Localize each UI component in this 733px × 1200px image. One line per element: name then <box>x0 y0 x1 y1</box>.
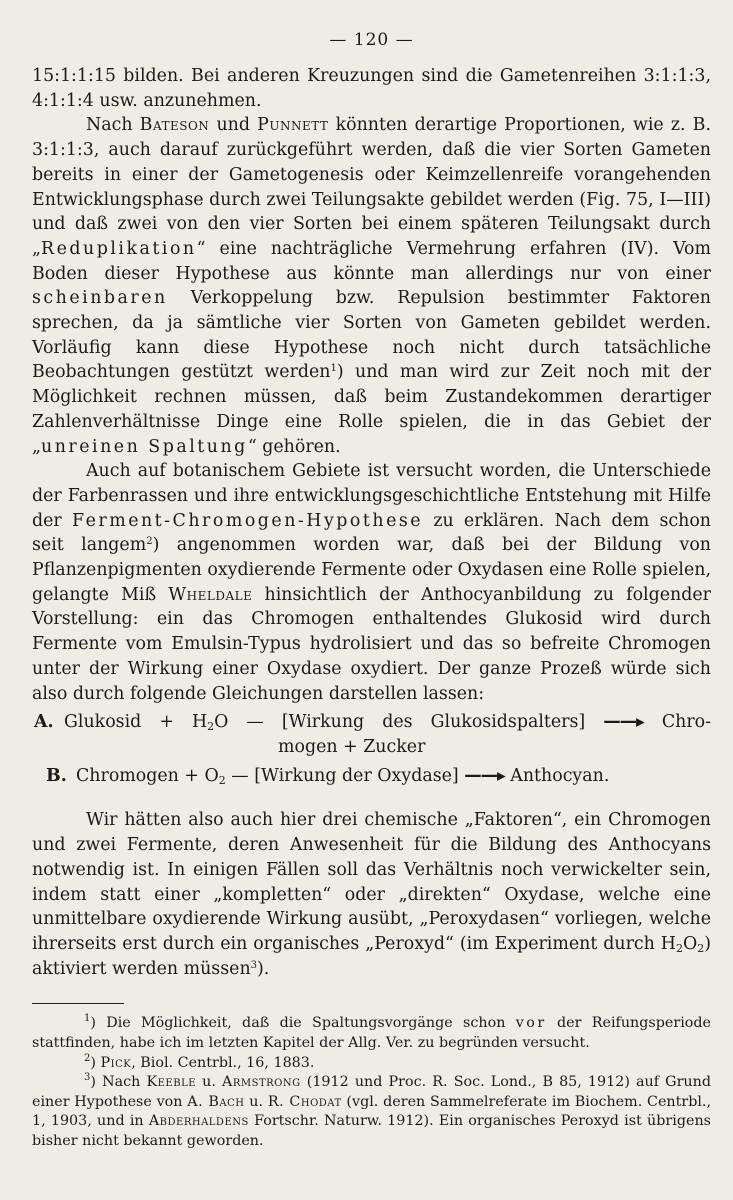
formula-subscript: 2 <box>675 941 683 955</box>
term-unreinen-spaltung: unreinen Spaltung <box>41 436 248 457</box>
equation-a-body <box>64 710 711 759</box>
text-run: u. <box>196 1074 223 1091</box>
reaction-arrow-icon: ——▸ <box>603 712 644 733</box>
text-run: Auch auf botanischem Gebiete ist versucht worden, die Unterschiede der Farbenrassen und ihre entwicklungsgeschichtliche Entstehung mit Hilfe der <box>32 461 711 531</box>
equation-text: Glukosid + H <box>64 712 208 733</box>
author-chodat: R. Chodat <box>267 1093 342 1110</box>
author-punnett: Punnett <box>257 115 329 136</box>
footnote-ref-2: 2 <box>146 536 153 548</box>
text-run: Fortschr. Naturw. 1912). Ein organisches Peroxyd ist übrigens bisher nicht bekannt geworden. <box>32 1113 711 1149</box>
text-run: Verkoppelung bzw. Repulsion bestimmter Faktoren sprechen, da ja sämtliche vier Sorten von Gameten gebildet werden. Vorläufig kann diese Hypothese noch nicht durch tatsächliche Beobachtungen gestützt werden <box>32 288 711 383</box>
text-run: zu erklären. Nach dem schon seit langem <box>32 510 712 556</box>
equation-b <box>32 764 711 789</box>
footnote-3 <box>32 1073 711 1151</box>
equation-text: Chro- <box>643 712 711 733</box>
equation-text: — [Wirkung der Oxydase] <box>225 765 465 786</box>
paragraph-continuation: 15:1:1:15 bilden. Bei anderen Kreuzungen sind die Gametenreihen 3:1:1:3, 4:1:1:4 usw. anzunehmen. <box>32 66 711 111</box>
text-run: ) angenommen worden war, daß bei der Bildung von Pflanzenpigmenten oxydierende Fermente oder Oxydasen eine Rolle spielen, gelangte Miß <box>32 535 711 605</box>
text-run: (vgl. deren Sammelreferate im Biochem. Centrbl., 1, 1903, und in <box>32 1093 712 1130</box>
text-run: , Biol. Centrbl., 16, 1883. <box>131 1054 315 1071</box>
body-text-after-equations <box>32 808 711 981</box>
footnote-mark: 2 <box>84 1052 91 1064</box>
equation-subscript: 2 <box>207 720 215 734</box>
reaction-arrow-icon: ——▸ <box>464 765 505 786</box>
equation-a <box>32 710 711 759</box>
text-run: ) Nach <box>90 1074 147 1091</box>
paragraph-factors <box>32 808 711 981</box>
footnote-mark: 1 <box>84 1013 91 1025</box>
equation-text: Anthocyan. <box>504 765 610 786</box>
footnote-ref-3: 3 <box>250 959 258 971</box>
author-bateson: Bateson <box>139 115 210 136</box>
term-reduplikation: Reduplikation <box>41 238 197 259</box>
author-bach: A. Bach <box>187 1093 245 1110</box>
term-ferment-chromogen-hypothese: Ferment-Chromogen-Hypothese <box>71 510 424 531</box>
page-number: — 120 — <box>329 30 414 50</box>
formula-subscript: 2 <box>697 941 705 955</box>
equation-a-line-2: mogen + Zucker <box>278 736 426 757</box>
text-run: der Reifungsperiode stattfinden, habe ich im letzten Kapitel der Allg. Ver. zu begründen versucht. <box>32 1015 711 1051</box>
paragraph-bateson-punnett <box>32 113 711 459</box>
paragraph-botanical <box>32 459 711 706</box>
text-run: ). <box>257 958 270 979</box>
term-scheinbaren: scheinbaren <box>32 288 168 309</box>
equation-text: O — [Wirkung des Glukosidspalters] <box>214 712 604 733</box>
author-pick: Pick <box>100 1054 132 1071</box>
footnotes <box>32 1014 711 1151</box>
author-abderhalden: Abderhaldens <box>148 1113 249 1130</box>
footnote-mark: 3 <box>84 1072 91 1084</box>
text-run: hinsichtlich der Anthocyanbildung zu folgender Vorstellung: ein das Chromogen enthaltendes Glukosid wird durch Fermente vom Emulsin-Typus hydrolisiert und das so befreite Chromogen unter der Wirkung einer Oxydase oxydiert. Der ganze Prozeß würde sich also durch folgende Gleichungen darstellen lassen: <box>32 584 711 704</box>
text-run: Nach <box>86 115 140 136</box>
text-run: “ gehören. <box>247 436 341 457</box>
footnote-divider <box>32 1003 124 1004</box>
equation-label-a: A. <box>34 712 54 733</box>
term-vor: vor <box>515 1015 547 1032</box>
text-run: ) <box>90 1054 101 1071</box>
text-run: u. <box>244 1093 268 1110</box>
footnote-ref-1: 1 <box>330 363 337 375</box>
text-run: ) und man wird zur Zeit noch mit der Möglichkeit rechnen müssen, daß beim Zustandekommen derartiger Zahlenverhältnisse Dinge eine Rolle spielen, die in das Gebiet der „ <box>32 362 712 457</box>
equation-label-b: B. <box>46 765 67 786</box>
equation-subscript: 2 <box>218 773 226 787</box>
text-run: O <box>682 933 698 954</box>
text-run: ) aktiviert werden müssen <box>32 933 711 979</box>
author-keeble: Keeble <box>146 1074 197 1091</box>
text-run: und <box>209 115 258 136</box>
text-run: Wir hätten also auch hier drei chemische „Faktoren“, ein Chromogen und zwei Fermente, deren Anwesenheit für die Bildung des Anthocyans notwendig ist. In einigen Fällen soll das Verhältnis noch verwickelter sein, indem statt einer „kompletten“ oder „direkten“ Oxydase, welche eine unmittelbare oxydierende Wirkung ausübt, „Peroxydasen“ vorliegen, welche ihrerseits erst durch ein organisches „Peroxyd“ (im Experiment durch H <box>32 810 711 954</box>
text-run: ) Die Möglichkeit, daß die Spaltungsvorgänge schon <box>90 1015 516 1032</box>
body-text <box>32 64 711 706</box>
text-run: (1912 und Proc. R. Soc. Lond., B 85, 1912) auf Grund einer Hypothese von <box>32 1074 711 1110</box>
equation-a-line-1 <box>64 710 711 735</box>
text-run: könnten derartige Proportionen, wie z. B. 3:1:1:3, auch darauf zurückgeführt werden, daß die vier Sorten Gameten bereits in einer der Gametogenesis oder Keimzellenreife vorangehenden Entwicklungsphase durch zwei Teilungsakte gebildet werden (Fig. 75, I—III) und daß zwei von den vier Sorten bei einem späteren Teilungsakt durch „ <box>32 115 711 259</box>
footnote-2 <box>32 1054 711 1074</box>
footnote-1 <box>32 1014 711 1053</box>
author-wheldale: Wheldale <box>168 584 253 605</box>
text-run: “ eine nachträgliche Vermehrung erfahren (IV). Vom Boden dieser Hypothese aus könnte man allerdings nur von einer <box>32 238 711 284</box>
equation-text: Chromogen + O <box>76 765 219 786</box>
author-armstrong: Armstrong <box>222 1074 301 1091</box>
